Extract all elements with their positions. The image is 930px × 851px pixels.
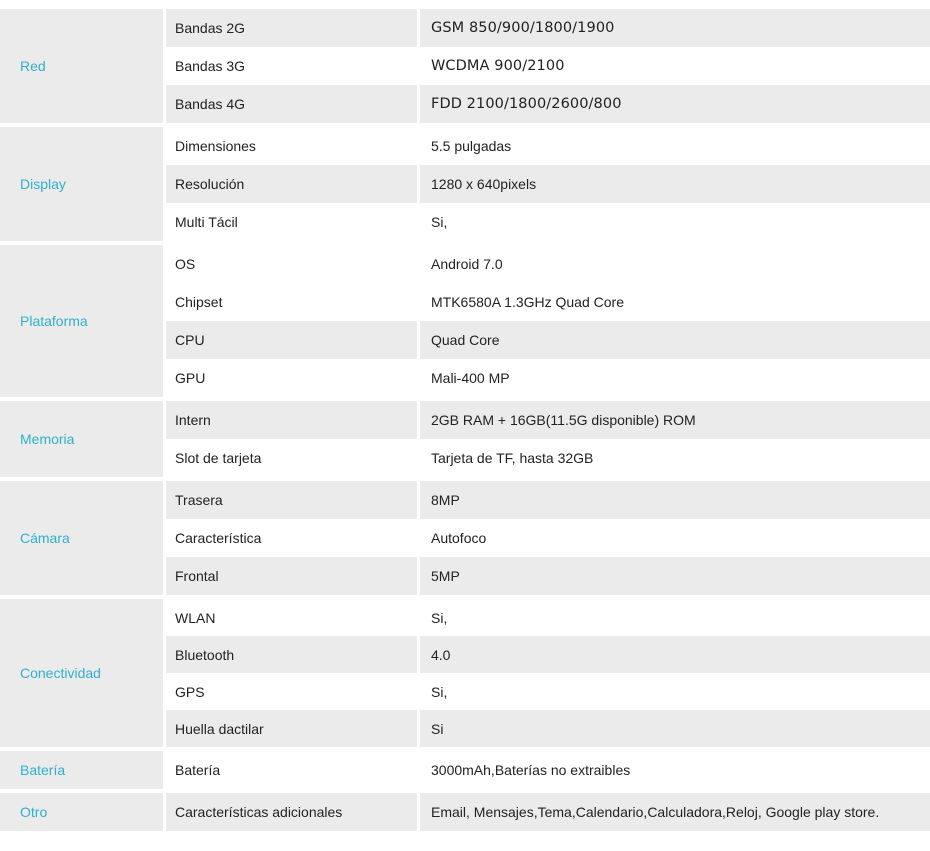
spec-value: Quad Core xyxy=(420,321,930,359)
spec-group-otro xyxy=(0,793,930,831)
spec-key: Batería xyxy=(175,762,221,778)
table-row xyxy=(166,793,930,831)
spec-value: Email, Mensajes,Tema,Calendario,Calculadora,Reloj, Google play store. xyxy=(420,793,930,831)
table-row xyxy=(166,321,930,359)
spec-group-red xyxy=(0,9,930,123)
table-row xyxy=(166,127,930,165)
spec-key: Frontal xyxy=(166,557,417,595)
spec-value: WCDMA 900/2100 xyxy=(431,58,565,74)
table-row xyxy=(166,710,930,747)
spec-key: Bluetooth xyxy=(166,636,417,673)
spec-key: Características adicionales xyxy=(166,793,417,831)
spec-value: GSM 850/900/1800/1900 xyxy=(420,9,930,47)
spec-value: Android 7.0 xyxy=(431,256,503,272)
spec-value: Si, xyxy=(431,214,448,230)
spec-key: CPU xyxy=(166,321,417,359)
spec-group-camara xyxy=(0,481,930,595)
table-row xyxy=(166,9,930,47)
spec-key: Resolución xyxy=(166,165,417,203)
spec-value: 3000mAh,Baterías no extraibles xyxy=(431,762,631,778)
spec-key: GPS xyxy=(175,683,205,700)
table-row xyxy=(166,203,930,241)
category-label: Red xyxy=(0,9,163,123)
spec-value: Tarjeta de TF, hasta 32GB xyxy=(431,450,594,466)
spec-key: Huella dactilar xyxy=(166,710,417,747)
spec-value: Si, xyxy=(431,683,448,700)
table-row xyxy=(166,673,930,710)
table-row xyxy=(166,751,930,789)
spec-group-memoria xyxy=(0,401,930,477)
spec-key: WLAN xyxy=(175,609,216,626)
table-row xyxy=(166,599,930,636)
spec-group-conectividad xyxy=(0,599,930,747)
spec-key: Intern xyxy=(166,401,417,439)
spec-value: 4.0 xyxy=(420,636,930,673)
category-label: Batería xyxy=(0,751,163,789)
category-label: Cámara xyxy=(0,481,163,595)
table-row xyxy=(166,359,930,397)
spec-group-bateria xyxy=(0,751,930,789)
spec-key: Trasera xyxy=(166,481,417,519)
spec-key: Slot de tarjeta xyxy=(175,450,262,466)
spec-key: Característica xyxy=(175,530,262,546)
spec-value: 2GB RAM + 16GB(11.5G disponible) ROM xyxy=(420,401,930,439)
spec-key: Dimensiones xyxy=(175,138,256,154)
spec-value: 1280 x 640pixels xyxy=(420,165,930,203)
spec-value: Si, xyxy=(431,609,448,626)
spec-key: Bandas 4G xyxy=(166,85,417,123)
category-label: Plataforma xyxy=(0,245,163,397)
spec-value: MTK6580A 1.3GHz Quad Core xyxy=(431,294,624,310)
table-row xyxy=(166,636,930,673)
category-label: Memoria xyxy=(0,401,163,477)
spec-key: OS xyxy=(175,256,196,272)
table-row xyxy=(166,85,930,123)
spec-key: Multi Tácil xyxy=(175,214,238,230)
table-row xyxy=(166,439,930,477)
table-row xyxy=(166,245,930,283)
spec-key: Chipset xyxy=(175,294,223,310)
category-label: Conectividad xyxy=(0,599,163,747)
spec-value: FDD 2100/1800/2600/800 xyxy=(420,85,930,123)
table-row xyxy=(166,283,930,321)
spec-value: 8MP xyxy=(420,481,930,519)
table-row xyxy=(166,47,930,85)
spec-key: GPU xyxy=(175,370,206,386)
category-label: Otro xyxy=(0,793,163,831)
spec-value: Autofoco xyxy=(431,530,487,546)
table-row xyxy=(166,481,930,519)
spec-value: Si xyxy=(420,710,930,747)
table-row xyxy=(166,165,930,203)
table-row xyxy=(166,557,930,595)
table-row xyxy=(166,519,930,557)
spec-table xyxy=(0,9,930,831)
table-row xyxy=(166,401,930,439)
spec-key: Bandas 3G xyxy=(175,58,246,74)
spec-group-plataforma xyxy=(0,245,930,397)
spec-value: Mali-400 MP xyxy=(431,370,510,386)
spec-value: 5.5 pulgadas xyxy=(431,138,512,154)
spec-group-display xyxy=(0,127,930,241)
category-label: Display xyxy=(0,127,163,241)
spec-value: 5MP xyxy=(420,557,930,595)
spec-key: Bandas 2G xyxy=(166,9,417,47)
